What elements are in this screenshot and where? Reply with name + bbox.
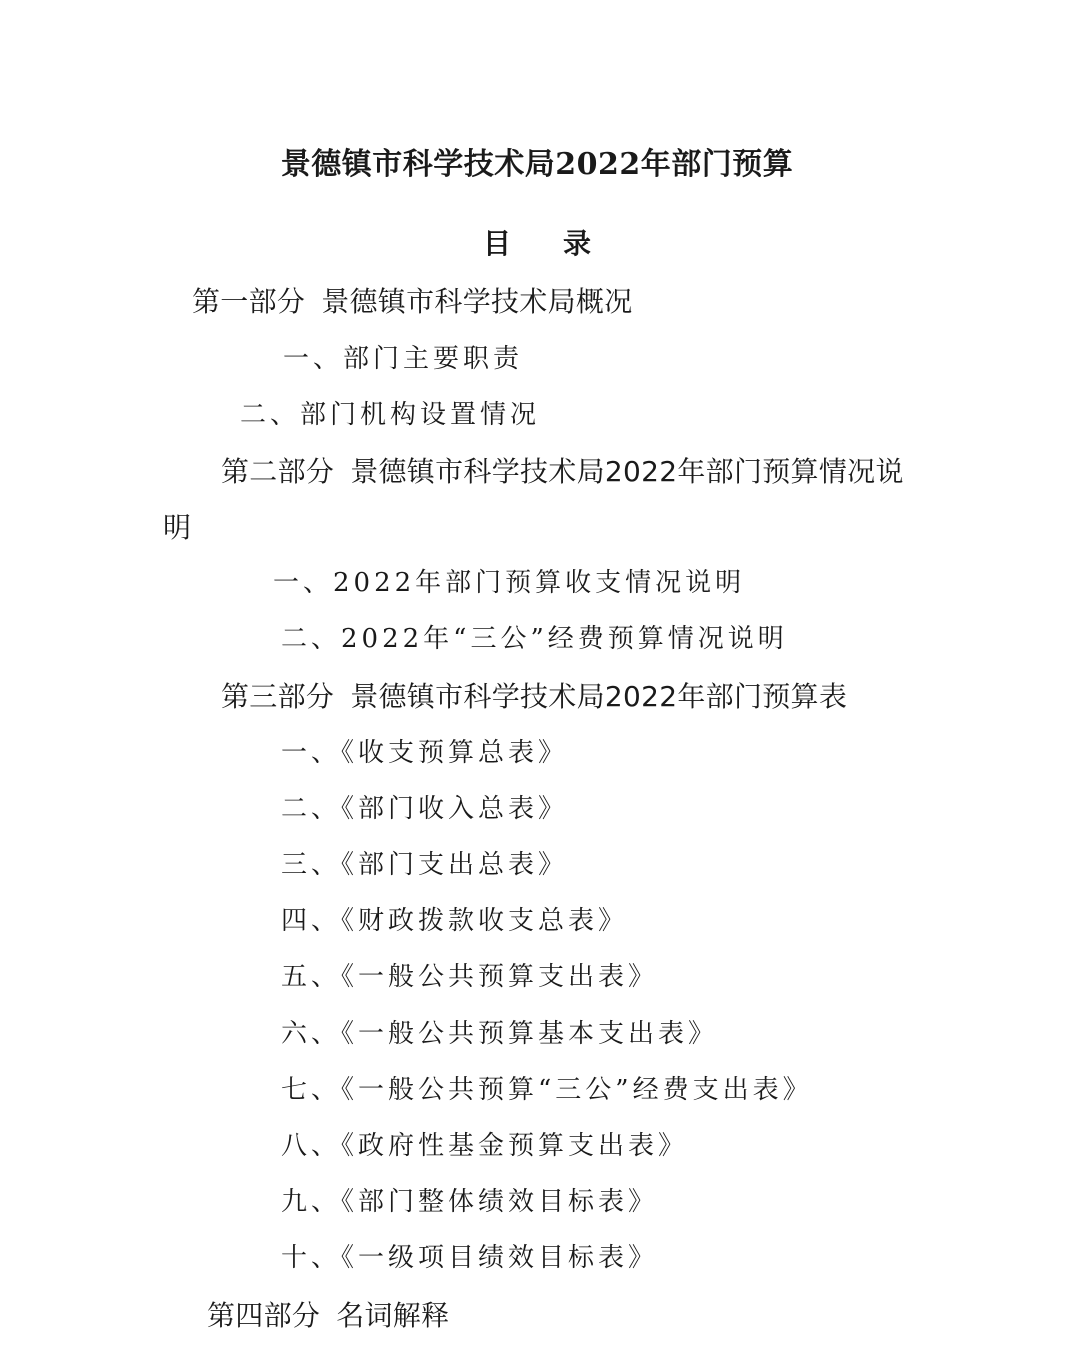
part3-item-3: 三、《部门支出总表》: [281, 850, 569, 880]
part3-item-9: 九、《部门整体绩效目标表》: [281, 1187, 659, 1217]
part3-item-10: 十、《一级项目绩效目标表》: [281, 1243, 659, 1273]
part4-heading: [207, 1299, 450, 1332]
part3-item-4: 四、《财政拨款收支总表》: [281, 906, 629, 936]
part1-item-1: 一、部门主要职责: [283, 344, 524, 374]
part2-number: 第二部分: [221, 455, 335, 488]
part4-number: 第四部分: [207, 1299, 321, 1332]
part2-title-line1: 景德镇市科学技术局2022年部门预算情况说: [350, 455, 904, 488]
part2-title-line2: 明: [163, 511, 192, 544]
part1-heading: [192, 285, 633, 318]
part4-title: 名词解释: [336, 1299, 450, 1332]
toc-heading: [0, 227, 1074, 260]
part3-item-5: 五、《一般公共预算支出表》: [281, 962, 659, 992]
toc-heading-left: 目: [482, 227, 511, 260]
part3-item-6: 六、《一般公共预算基本支出表》: [281, 1019, 719, 1049]
part2-item-2: 二、2022年“三公”经费预算情况说明: [281, 624, 788, 654]
part2-item-1: 一、2022年部门预算收支情况说明: [273, 568, 746, 598]
part3-item-7: 七、《一般公共预算“三公”经费支出表》: [281, 1075, 813, 1105]
part3-heading: [221, 680, 848, 713]
part1-title: 景德镇市科学技术局概况: [321, 285, 633, 318]
part3-title: 景德镇市科学技术局2022年部门预算表: [350, 680, 848, 713]
document-title: 景德镇市科学技术局2022年部门预算: [280, 147, 794, 182]
part3-item-2: 二、《部门收入总表》: [281, 794, 569, 824]
part2-heading: [221, 455, 904, 488]
toc-heading-right: 录: [563, 227, 592, 260]
part3-item-8: 八、《政府性基金预算支出表》: [281, 1131, 689, 1161]
part1-number: 第一部分: [192, 285, 306, 318]
part3-number: 第三部分: [221, 680, 335, 713]
part1-item-2: 二、部门机构设置情况: [240, 400, 541, 430]
part3-item-1: 一、《收支预算总表》: [281, 738, 569, 768]
